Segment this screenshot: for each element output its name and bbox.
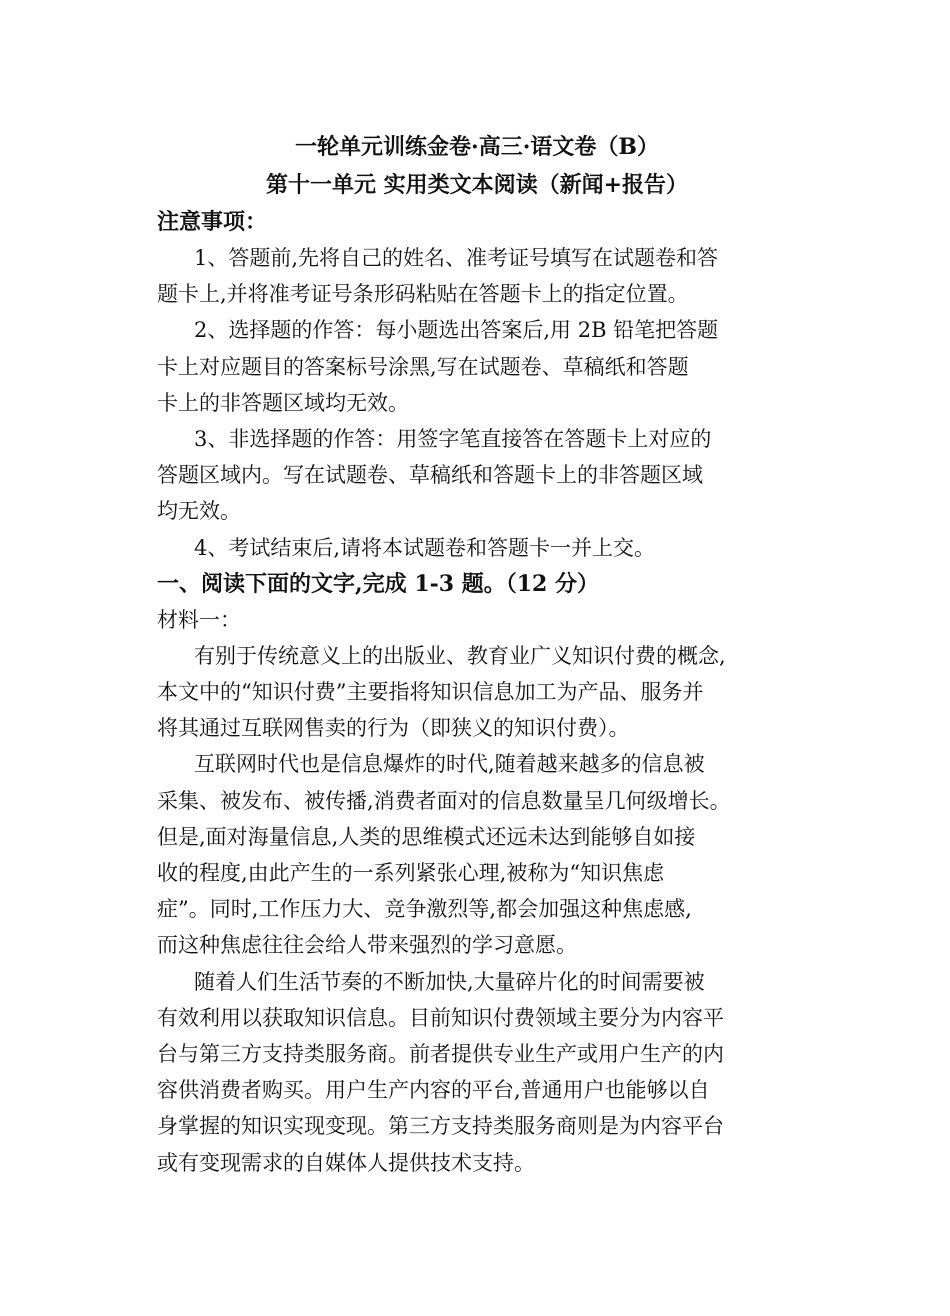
document-title: 一轮单元训练金卷·高三·语文卷（B）	[295, 134, 659, 160]
notice-item: 3、非选择题的作答：用签字笔直接答在答题卡上对应的 答题区域内。写在试题卷、草稿纸和答题卡上的非答题区域 均无效。	[157, 427, 712, 524]
notice-item: 4、考试结束后,请将本试题卷和答题卡一并上交。	[194, 535, 656, 560]
notice-item: 1、答题前,先将自己的姓名、准考证号填写在试题卷和答 题卡上,并将准考证号条形码粘贴在答题卡上的指定位置。	[157, 246, 719, 307]
question-section-heading: 一、阅读下面的文字,完成 1-3 题。（12 分）	[157, 570, 599, 597]
document-page	[157, 128, 797, 1181]
notice-list	[157, 240, 797, 566]
material-paragraph: 互联网时代也是信息爆炸的时代,随着越来越多的信息被 采集、被发布、被传播,消费者面对的信息数量呈几何级增长。 但是,面对海量信息,人类的思维模式还远未达到能够自如接 收的程度,由此产生的一系列紧张心理,被称为“知识焦虑 症”。同时,工作压力大、竞争激烈等,都会加强这种焦虑感, 而这种焦虑往往会给人带来强烈的学习意愿。	[157, 752, 731, 958]
material-paragraph: 有别于传统意义上的出版业、教育业广义知识付费的概念, 本文中的“知识付费”主要指将知识信息加工为产品、服务并 将其通过互联网售卖的行为（即狭义的知识付费）。	[157, 643, 726, 741]
notice-item: 2、选择题的作答：每小题选出答案后,用 2B 铅笔把答题 卡上对应题目的答案标号涂黑,写在试题卷、草稿纸和答题 卡上的非答题区域均无效。	[157, 318, 719, 415]
material-paragraph: 随着人们生活节奏的不断加快,大量碎片化的时间需要被 有效利用以获取知识信息。目前知识付费领域主要分为内容平 台与第三方支持类服务商。前者提供专业生产或用户生产的内 容供消费者购买。用户生产内容的平台,普通用户也能够以自 身掌握的知识实现变现。第三方支持类服务商则是为内容平台 或有变现需求的自媒体人提供技术支持。	[157, 969, 724, 1175]
document-subtitle: 第十一单元 实用类文本阅读（新闻+报告）	[265, 172, 689, 198]
material-label: 材料一：	[157, 607, 241, 632]
notice-heading: 注意事项：	[157, 209, 268, 235]
material-body	[157, 638, 797, 1181]
